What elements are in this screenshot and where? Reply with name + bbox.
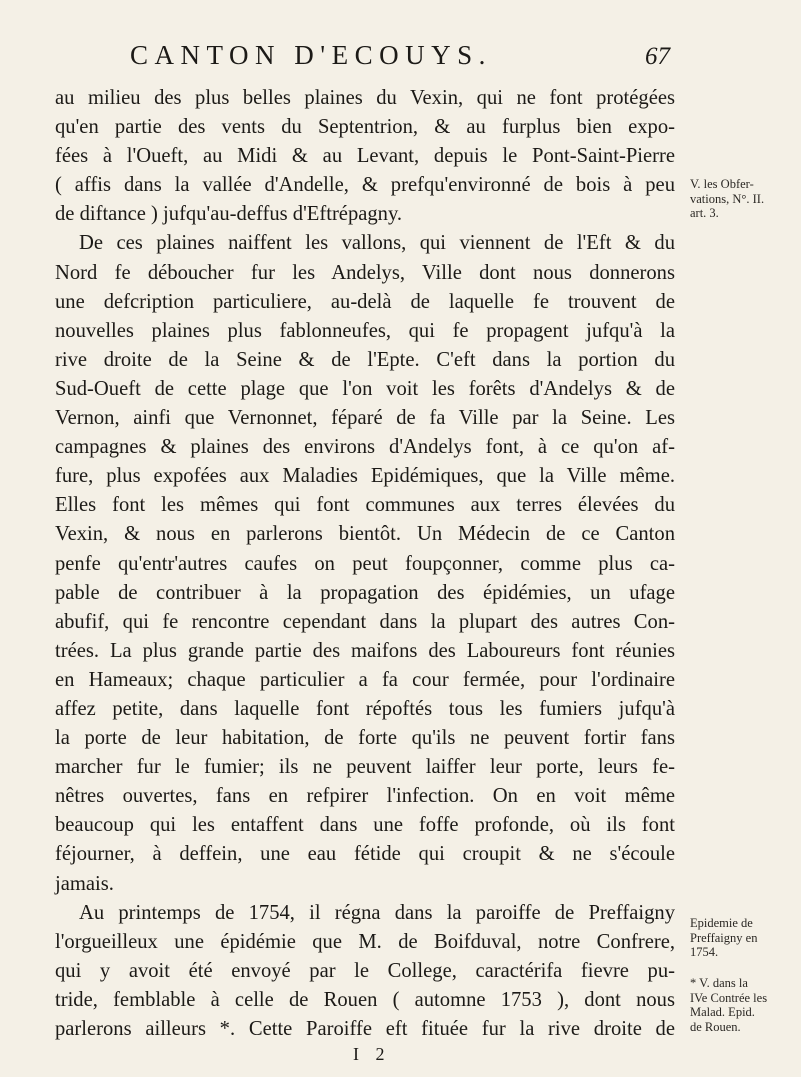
text-line: nêtres ouvertes, fans en refpirer l'infection. On en voit même — [55, 785, 675, 808]
text-line: affez petite, dans laquelle font répoftés tous les fumiers jufqu'à — [55, 697, 675, 720]
margin-note-line: Malad. Epid. — [690, 1005, 755, 1019]
margin-note-line: Epidemie de — [690, 916, 753, 930]
text-line: penfe qu'entr'autres caufes on peut foupçonner, comme plus ca- — [55, 552, 675, 575]
margin-note-line: 1754. — [690, 945, 719, 959]
text-line: campagnes & plaines des environs d'Andelys font, à ce qu'on af- — [55, 436, 675, 459]
text-line: de diftance ) jufqu'au-deffus d'Eftrépagny. — [55, 203, 403, 226]
text-line: abufif, qui fe rencontre cependant dans la plupart des autres Con- — [55, 610, 675, 633]
text-line: au milieu des plus belles plaines du Vexin, qui ne font protégées — [55, 87, 675, 109]
text-line: l'orgueilleux une épidémie que M. de Boifduval, notre Confrere, — [55, 930, 675, 953]
text-line: ( affis dans la vallée d'Andelle, & prefqu'environné de bois à peu — [55, 174, 675, 197]
text-line: Vexin, & nous en parlerons bientôt. Un Médecin de ce Canton — [55, 523, 675, 546]
text-line: la porte de leur habitation, de forte qu'ils ne peuvent fortir fans — [55, 727, 675, 750]
margin-note-line: V. les Obfer- — [690, 177, 754, 191]
text-line: qui y avoit été envoyé par le College, caractérifa fievre pu- — [55, 959, 675, 982]
margin-note-footnote — [690, 976, 798, 1034]
signature-mark: I 2 — [353, 1044, 391, 1064]
text-line: tride, femblable à celle de Rouen ( automne 1753 ), dont nous — [55, 988, 675, 1011]
margin-note-line: Preffaigny en — [690, 930, 758, 945]
margin-note-epidemie — [690, 916, 798, 960]
text-line: pable de contribuer à la propagation des épidémies, un ufage — [55, 581, 675, 604]
text-line: une defcription particuliere, au-delà de laquelle fe trouvent de — [55, 290, 675, 313]
margin-note-line: IVe Contrée les — [690, 990, 768, 1005]
text-line: Sud-Oueft de cette plage que l'on voit les forêts d'Andelys & de — [55, 377, 675, 400]
text-line: beaucoup qui les entaffent dans une foffe profonde, où ils font — [55, 814, 675, 837]
margin-note-line: art. 3. — [690, 206, 719, 220]
margin-note-line: vations, N°. II. — [690, 191, 765, 206]
text-line: jamais. — [55, 872, 114, 895]
text-line: Elles font les mêmes qui font communes aux terres élevées du — [55, 494, 675, 517]
text-line: fure, plus expofées aux Maladies Epidémiques, que la Ville même. — [55, 465, 675, 488]
text-line: Au printemps de 1754, il régna dans la paroiffe de Preffaigny — [79, 901, 675, 924]
text-line: marcher fur le fumier; ils ne peuvent laiffer leur porte, leurs fe- — [55, 756, 675, 779]
text-line: féjourner, à deffein, une eau fétide qui croupit & ne s'écoule — [55, 843, 675, 866]
text-line: nouvelles plaines plus fablonneufes, qui fe propagent jufqu'à la — [55, 319, 675, 342]
text-line: parlerons ailleurs *. Cette Paroiffe eft fituée fur la rive droite de — [55, 1018, 675, 1040]
margin-note-observations — [690, 177, 798, 221]
page-header — [130, 40, 670, 71]
text-line: fées à l'Oueft, au Midi & au Levant, depuis le Pont-Saint-Pierre — [55, 145, 675, 168]
text-line: trées. La plus grande partie des maifons des Laboureurs font réunies — [55, 639, 675, 662]
body-text — [55, 84, 675, 1044]
text-line: De ces plaines naiffent les vallons, qui viennent de l'Eft & du — [79, 232, 675, 255]
text-line: en Hameaux; chaque particulier a fa cour fermée, pour l'ordinaire — [55, 668, 675, 691]
margin-note-line: * V. dans la — [690, 976, 748, 990]
margin-note-line: de Rouen. — [690, 1019, 741, 1034]
running-title: CANTON D'ECOUYS. — [130, 40, 492, 70]
text-line: rive droite de la Seine & de l'Epte. C'eft dans la portion du — [55, 348, 675, 371]
text-line: Vernon, ainfi que Vernonnet, féparé de fa Ville par la Seine. Les — [55, 407, 675, 430]
text-line: Nord fe déboucher fur les Andelys, Ville dont nous donnerons — [55, 261, 675, 284]
page-number: 67 — [645, 43, 670, 70]
text-line: qu'en partie des vents du Septentrion, & au furplus bien expo- — [55, 116, 675, 139]
